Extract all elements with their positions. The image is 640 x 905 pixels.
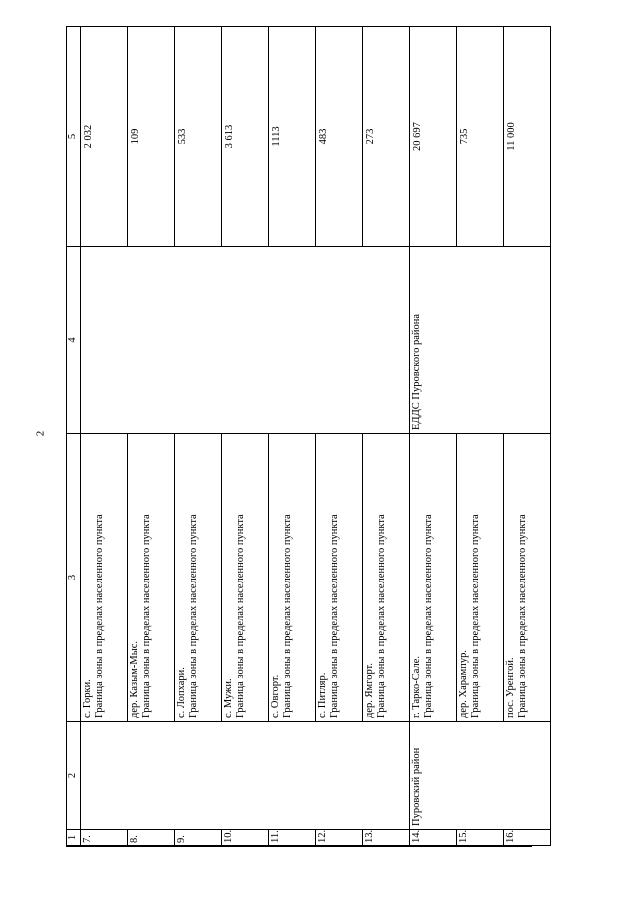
col-number-5: 5 [67, 27, 81, 247]
col-number-1: 1 [67, 830, 81, 846]
population-cell: 2 032 [81, 27, 128, 247]
settlement-name: дер. Ямгорт. [364, 663, 375, 718]
zone-description: Граница зоны в пределах населенного пункта [517, 514, 528, 718]
col-number-4: 4 [67, 247, 81, 434]
settlement-cell [504, 434, 551, 722]
zone-description: Граница зоны в пределах населенного пункта [188, 514, 199, 718]
population-cell: 1113 [269, 27, 316, 247]
row-number: 13. [363, 830, 410, 846]
population-cell: 20 697 [410, 27, 457, 247]
settlement-name: с. Мужи. [223, 678, 234, 718]
settlement-name: пос. Уренгой. [505, 657, 516, 718]
row-number: 16. [504, 830, 551, 846]
zone-description: Граница зоны в пределах населенного пункта [282, 514, 293, 718]
population-cell: 109 [128, 27, 175, 247]
settlement-name: с. Горки. [82, 679, 93, 718]
document-sheet [66, 26, 532, 847]
row-number: 10. [222, 830, 269, 846]
population-cell: 273 [363, 27, 410, 247]
district-cell: Пуровский район [410, 722, 551, 830]
settlement-cell [316, 434, 363, 722]
population-cell: 11 000 [504, 27, 551, 247]
zone-description: Граница зоны в пределах населенного пункта [329, 514, 340, 718]
col-number-3: 3 [67, 434, 81, 722]
settlement-cell [269, 434, 316, 722]
zone-description: Граница зоны в пределах населенного пункта [141, 514, 152, 718]
settlement-name: с. Питляр. [317, 672, 328, 718]
row-number: 8. [128, 830, 175, 846]
zone-description: Граница зоны в пределах населенного пункта [376, 514, 387, 718]
settlement-cell [457, 434, 504, 722]
settlement-cell [81, 434, 128, 722]
settlement-cell [222, 434, 269, 722]
settlement-name: дер. Казым-Мыс. [129, 640, 140, 718]
zone-description: Граница зоны в пределах населенного пункта [94, 514, 105, 718]
population-cell: 735 [457, 27, 504, 247]
row-number: 11. [269, 830, 316, 846]
population-cell: 3 613 [222, 27, 269, 247]
column-number-header [67, 27, 81, 846]
zone-description: Граница зоны в пределах населенного пункта [470, 514, 481, 718]
col-number-2: 2 [67, 722, 81, 830]
settlement-name: с. Овгорт. [270, 674, 281, 718]
settlement-cell [175, 434, 222, 722]
dispatcher-cell: ЕДДС Пуровского района [410, 247, 551, 434]
population-cell: 533 [175, 27, 222, 247]
table-row [410, 27, 457, 846]
population-cell: 483 [316, 27, 363, 247]
row-number: 15. [457, 830, 504, 846]
zone-description: Граница зоны в пределах населенного пункта [235, 514, 246, 718]
row-number: 7. [81, 830, 128, 846]
settlements-table [66, 26, 551, 846]
page-number: 2 [34, 430, 47, 437]
settlement-cell [128, 434, 175, 722]
dispatcher-cell-empty [81, 247, 410, 434]
settlement-cell [410, 434, 457, 722]
rotated-table-container [66, 27, 532, 846]
settlement-name: г. Тарко-Сале. [411, 655, 422, 718]
zone-description: Граница зоны в пределах населенного пункта [423, 514, 434, 718]
settlement-cell [363, 434, 410, 722]
row-number: 12. [316, 830, 363, 846]
settlement-name: с. Лопхари. [176, 667, 187, 718]
table-row [81, 27, 128, 846]
row-number: 14. [410, 830, 457, 846]
settlement-name: дер. Харампур. [458, 649, 469, 718]
row-number: 9. [175, 830, 222, 846]
district-cell-empty [81, 722, 410, 830]
